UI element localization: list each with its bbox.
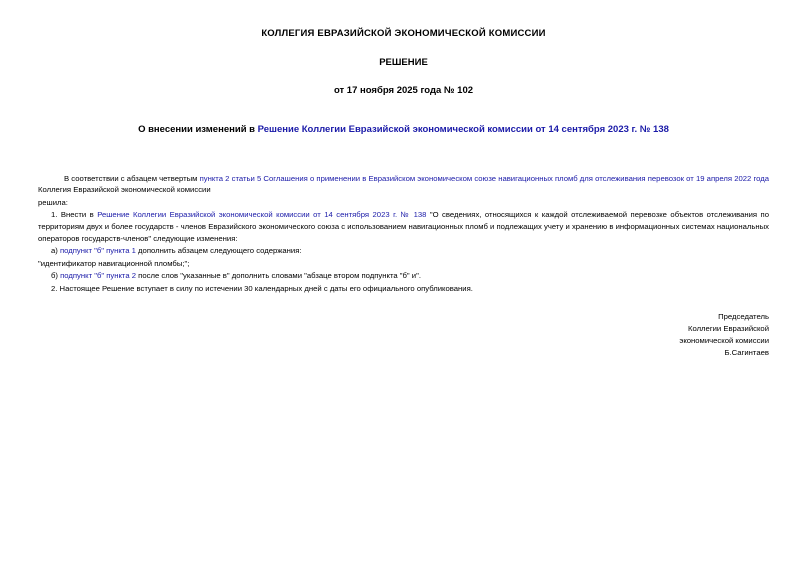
decision-138-link[interactable]: Решение Коллегии Евразийской экономической комиссии от 14 сентября 2023 г. № 138	[97, 210, 427, 220]
item-a-text-after: дополнить абзацем следующего содержания:	[135, 246, 302, 256]
subitem-b-point-2-link[interactable]: подпункт "б" пункта 2	[60, 271, 137, 281]
signature-role-line-2: Коллегии Евразийской	[687, 324, 769, 334]
item1-text-before: 1. Внести в	[51, 210, 98, 220]
paragraph-item-b	[38, 270, 769, 282]
item-a-text-before: а)	[51, 246, 60, 256]
paragraph-item-a	[38, 245, 769, 257]
document-date-number: от 17 ноября 2025 года № 102	[333, 85, 474, 96]
document-subject	[38, 123, 769, 137]
document-body	[38, 173, 769, 294]
item-b-text-before: б)	[51, 271, 61, 281]
item-b-text-after: после слов "указанные в" дополнить словами "абзаце втором подпункта "б" и".	[136, 271, 421, 281]
document-type: РЕШЕНИЕ	[379, 57, 428, 68]
paragraph-intro	[38, 173, 769, 196]
intro-text-after: Коллегия Евразийской экономической комиссии	[38, 185, 211, 195]
paragraph-item-2: 2. Настоящее Решение вступает в силу по истечении 30 календарных дней с даты его официального опубликования.	[51, 283, 473, 293]
subject-text-prefix: О внесении изменений в	[138, 124, 258, 135]
paragraph-item-1	[38, 209, 769, 244]
agreement-link[interactable]: пункта 2 статьи 5 Соглашения о применении в Евразийском экономическом союзе навигационных пломб для отслеживания перевозок от 19 апреля 2022 года	[199, 173, 770, 183]
document-header	[38, 28, 769, 137]
signature-role-line-1: Председатель	[718, 312, 769, 322]
subject-link[interactable]: Решение Коллегии Евразийской экономической комиссии от 14 сентября 2023 г. № 138	[257, 124, 669, 135]
organization-title: КОЛЛЕГИЯ ЕВРАЗИЙСКОЙ ЭКОНОМИЧЕСКОЙ КОМИССИИ	[261, 28, 546, 39]
subitem-b-point-1-link[interactable]: подпункт "б" пункта 1	[59, 246, 136, 256]
paragraph-item-a-quote: "идентификатор навигационной пломбы;";	[38, 258, 190, 268]
signature-name: Б.Сагинтаев	[724, 348, 769, 358]
signature-role-line-3: экономической комиссии	[679, 336, 769, 346]
signature-block	[38, 311, 769, 359]
item1-text-after: "О сведениях, относящихся к каждой отслеживаемой перевозке объектов отслеживания по территориям двух и более государств - членов Евразийского экономического союза с использованием навигационных пломб и подлежащих учету и хранению в информационных системах национальных операторов государств-членов" следующие изменения:	[38, 210, 769, 243]
intro-text-before: В соответствии с абзацем четвертым	[64, 173, 200, 183]
paragraph-decides: решила:	[38, 197, 68, 207]
